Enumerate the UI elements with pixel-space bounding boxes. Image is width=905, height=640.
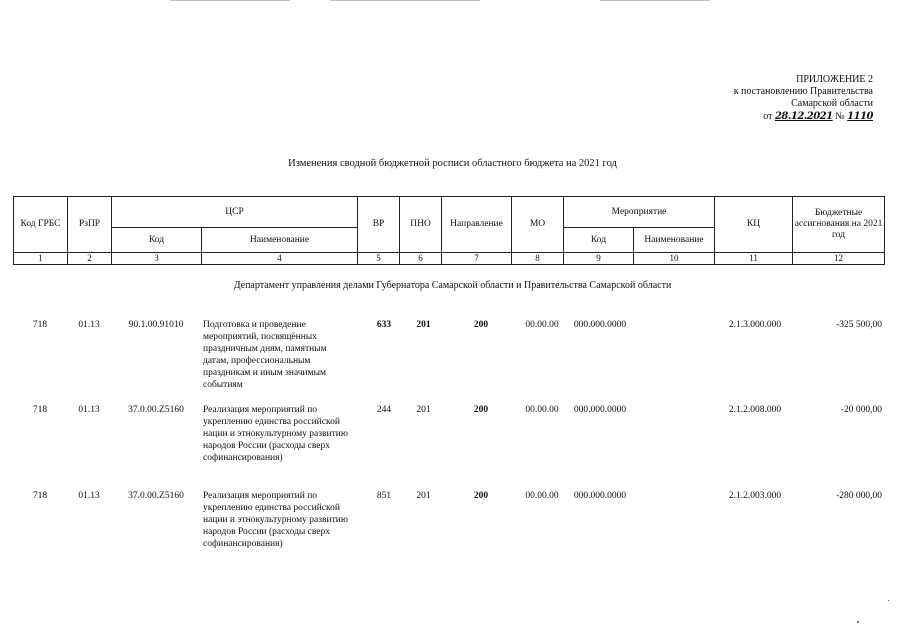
col-number: 8 bbox=[512, 253, 564, 265]
cell-pno: 201 bbox=[416, 320, 431, 330]
scan-speck bbox=[857, 621, 859, 623]
col-number: 1 bbox=[14, 253, 68, 265]
cell-csr-name: Подготовка и проведение мероприятий, посвящённых праздничным дням, памятным датам, профессиональным праздникам и иным значимым событиям bbox=[203, 320, 327, 390]
appendix-region: Самарской области bbox=[791, 98, 873, 109]
cell-event-code: 000.000.0000 bbox=[573, 405, 627, 415]
cell-amount: -20 000,00 bbox=[840, 405, 882, 415]
cell-kc: 2.1.2.008.000 bbox=[728, 405, 782, 415]
col-number: 7 bbox=[442, 253, 512, 265]
col-number: 10 bbox=[634, 253, 715, 265]
cell-vr: 633 bbox=[376, 320, 392, 330]
scan-artifact-line bbox=[170, 0, 290, 1]
cell-csr-code: 90.1.00.91010 bbox=[128, 320, 184, 330]
header-rzpr: РзПР bbox=[68, 197, 112, 253]
cell-direction: 200 bbox=[473, 491, 489, 501]
cell-csr-name: Реализация мероприятий по укреплению единства российской нации и этнокультурному развитию народов России (расходы сверх софинансирования) bbox=[203, 491, 348, 549]
cell-csr-name: Реализация мероприятий по укреплению единства российской нации и этнокультурному развитию народов России (расходы сверх софинансирования) bbox=[203, 405, 348, 463]
table-header bbox=[13, 196, 885, 265]
header-kc: КЦ bbox=[715, 197, 793, 253]
cell-mo: 00.00.00 bbox=[525, 405, 559, 415]
cell-rzpr: 01.13 bbox=[78, 491, 100, 501]
header-vr: ВР bbox=[358, 197, 400, 253]
cell-direction: 200 bbox=[473, 405, 489, 415]
header-column-numbers bbox=[14, 253, 885, 265]
col-number: 11 bbox=[715, 253, 793, 265]
cell-csr-code: 37.0.00.Z5160 bbox=[128, 491, 184, 501]
cell-pno: 201 bbox=[416, 405, 431, 415]
header-mo: МО bbox=[512, 197, 564, 253]
cell-rzpr: 01.13 bbox=[78, 405, 100, 415]
col-number: 5 bbox=[358, 253, 400, 265]
cell-csr-code: 37.0.00.Z5160 bbox=[128, 405, 184, 415]
header-direction: Направление bbox=[442, 197, 512, 253]
cell-pno: 201 bbox=[416, 491, 431, 501]
header-event: Мероприятие bbox=[564, 197, 715, 228]
col-number: 2 bbox=[68, 253, 112, 265]
header-budget: Бюджетные ассигнования на 2021 год bbox=[793, 197, 885, 253]
scan-artifact-line bbox=[330, 0, 480, 1]
col-number: 9 bbox=[564, 253, 634, 265]
cell-event-code: 000.000.0000 bbox=[573, 320, 627, 330]
col-number: 3 bbox=[112, 253, 202, 265]
number-prefix: № bbox=[835, 111, 845, 122]
header-pno: ПНО bbox=[400, 197, 442, 253]
date-prefix: от bbox=[763, 111, 773, 122]
header-grbs: Код ГРБС bbox=[14, 197, 68, 253]
handwritten-date: 28.12.2021 bbox=[774, 111, 833, 122]
document-title: Изменения сводной бюджетной росписи областного бюджета на 2021 год bbox=[288, 158, 617, 169]
appendix-title: ПРИЛОЖЕНИЕ 2 bbox=[796, 74, 873, 85]
department-heading: Департамент управления делами Губернатора Самарской области и Правительства Самарской области bbox=[233, 280, 672, 291]
cell-rzpr: 01.13 bbox=[78, 320, 100, 330]
cell-vr: 851 bbox=[376, 491, 392, 501]
scan-artifact-line bbox=[600, 0, 710, 1]
cell-event-code: 000.000.0000 bbox=[573, 491, 627, 501]
cell-direction: 200 bbox=[473, 320, 489, 330]
appendix-block bbox=[734, 74, 873, 123]
col-number: 4 bbox=[202, 253, 358, 265]
appendix-date-line bbox=[734, 111, 873, 123]
scan-speck bbox=[888, 600, 889, 601]
col-number: 6 bbox=[400, 253, 442, 265]
header-event-name: Наименование bbox=[634, 228, 715, 253]
cell-mo: 00.00.00 bbox=[525, 320, 559, 330]
cell-vr: 244 bbox=[376, 405, 392, 415]
header-csr: ЦСР bbox=[112, 197, 358, 228]
appendix-subtitle: к постановлению Правительства bbox=[733, 86, 873, 97]
cell-grbs: 718 bbox=[32, 491, 48, 501]
cell-mo: 00.00.00 bbox=[525, 491, 559, 501]
cell-kc: 2.1.2.003.000 bbox=[728, 491, 782, 501]
handwritten-number: 1110 bbox=[847, 111, 873, 122]
cell-grbs: 718 bbox=[32, 405, 48, 415]
header-csr-code: Код bbox=[112, 228, 202, 253]
cell-grbs: 718 bbox=[32, 320, 48, 330]
col-number: 12 bbox=[793, 253, 885, 265]
header-event-code: Код bbox=[564, 228, 634, 253]
cell-amount: -325 500,00 bbox=[836, 320, 882, 330]
header-csr-name: Наименование bbox=[202, 228, 358, 253]
cell-kc: 2.1.3.000.000 bbox=[728, 320, 782, 330]
cell-amount: -280 000,00 bbox=[836, 491, 882, 501]
